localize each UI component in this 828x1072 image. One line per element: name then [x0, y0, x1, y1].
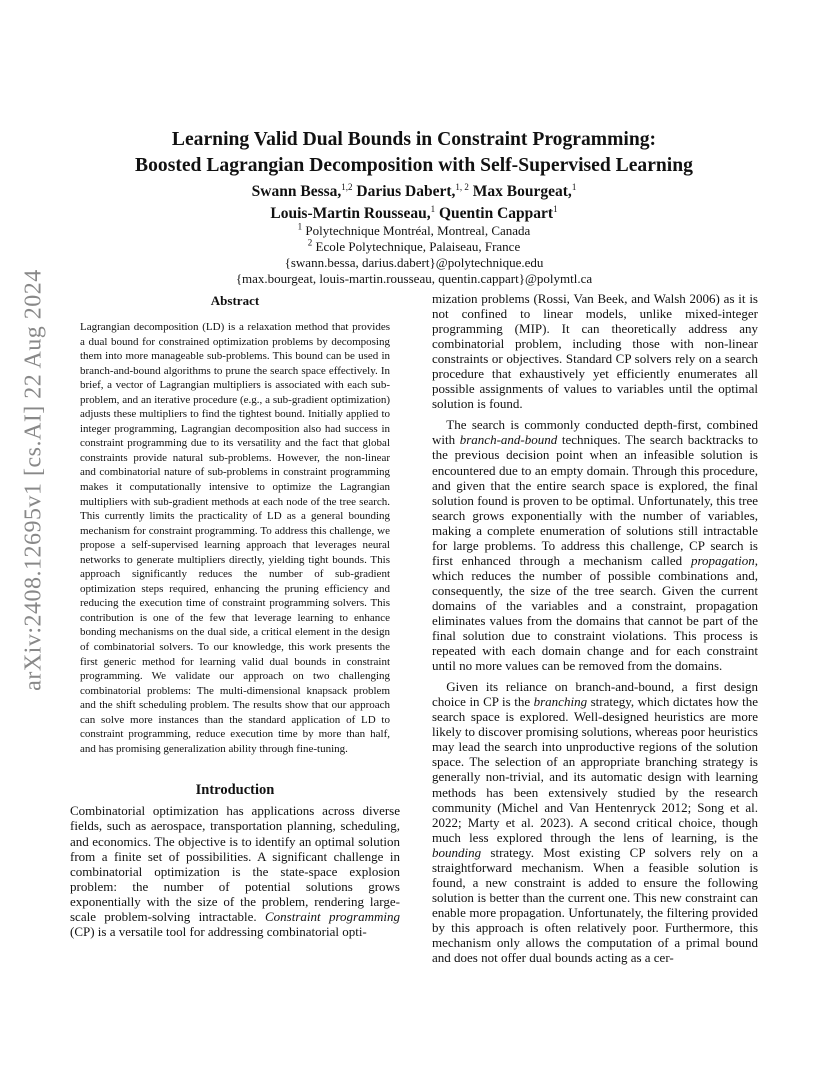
intro-paragraph-2	[432, 417, 758, 673]
affiliation-text: Polytechnique Montréal, Montreal, Canada	[305, 223, 531, 238]
emphasis: propagation	[690, 552, 755, 568]
email-line: {max.bourgeat, louis-martin.rousseau, quentin.cappart}@polymtl.ca	[235, 271, 593, 286]
arxiv-identifier-stamp	[14, 269, 54, 691]
text-run-continued-left: (CP) is a versatile tool for addressing combinatorial opti-	[70, 923, 367, 939]
text-run: The search is commonly conducted depth-first, combined with	[432, 417, 758, 448]
author-line-1	[0, 181, 828, 203]
affiliations	[0, 223, 828, 287]
intro-paragraph-3	[432, 679, 758, 965]
author-name: Swann Bessa,	[251, 183, 342, 200]
text-run: strategy, which dictates how the search space is explored. Well-designed heuristics are more likely to discover promising solutions, whereas poor heuristics may lead the search into unproductive regions of the solution space. The selection of an appropriate branching strategy is generally non-trivial, and its automatic design with learning methods has been extensively studied by the research community (Michel and Van Hentenryck 2012; Song et al. 2022; Marty et al. 2023). A second critical choice, though much less explored through the lens of learning, is the	[432, 694, 758, 845]
abstract-heading: Abstract	[210, 293, 260, 308]
intro-paragraph-1-continued: mization problems (Rossi, Van Beek, and Walsh 2006) as it is not confined to linear models, unlike mixed-integer programming (MIP). It can theoretically address any combinatorial problem, including those with non-linear constraints or objectives. Standard CP solvers rely on a search procedure that exhaustively yet efficiently enumerates all possible assignments of values to variables until the optimal solution is found.	[432, 291, 758, 412]
author-affil-mark: 1	[553, 203, 558, 214]
paper-title	[0, 127, 828, 179]
left-column	[70, 291, 400, 939]
author-name: Louis-Martin Rousseau,	[270, 205, 431, 222]
affiliation-text: Ecole Polytechnique, Palaiseau, France	[315, 239, 521, 254]
author-name: Max Bourgeat,	[472, 183, 572, 200]
affil-mark: 2	[307, 237, 313, 248]
text-run: Given its reliance on branch-and-bound, a first design choice in CP is the	[432, 679, 758, 710]
title-line-1: Learning Valid Dual Bounds in Constraint Programming:	[171, 129, 657, 150]
author-line-2	[0, 203, 828, 225]
text-run: techniques. The search backtracks to the previous decision point when an infeasible solution is encountered due to an empty domain. Through this procedure, and given that the entire search space is explored, the final solution found is proven to be optimal. Unfortunately, this tree search grows exponentially with the number of variables, making a complete enumeration of solutions still intractable for large problems. To address this challenge, CP search is first enhanced through a mechanism called	[432, 432, 758, 568]
affiliation	[0, 223, 828, 239]
author-affil-mark: 1,2	[341, 181, 353, 192]
email-line: {swann.bessa, darius.dabert}@polytechnique.edu	[284, 255, 544, 270]
affiliation	[0, 239, 828, 255]
arxiv-id: arXiv:2408.12695v1 [cs.AI] 22 Aug 2024	[20, 269, 47, 691]
author-name: Darius Dabert,	[356, 183, 456, 200]
emphasis: branch-and-bound	[459, 432, 558, 448]
affil-mark: 1	[297, 221, 303, 232]
emphasis: bounding	[432, 844, 482, 860]
author-affil-mark: 1	[430, 203, 436, 214]
introduction-heading: Introduction	[195, 782, 275, 799]
abstract-text: Lagrangian decomposition (LD) is a relaxation method that provides a dual bound for constrained optimization problems by decomposing them into more manageable sub-problems. This bound can be used in branch-and-bound algorithms to prune the search space effectively. In brief, a vector of Lagrangian multipliers is associated with each sub-problem, and an iterative procedure (e.g., a sub-gradient optimization) adjusts these multipliers to find the tightest bound. Initially applied to integer programming, Lagrangian decomposition also had success in constraint programming due to its versatility and the fact that global constraints provide natural sub-problems. However, the non-linear and combinatorial nature of sub-problems in constraint programming makes it computationally intensive to optimize the Lagrangian multipliers with sub-gradient methods at each node of the tree search. This currently limits the practicality of LD as a general bounding mechanism for constraint programming. To address this challenge, we propose a self-supervised learning approach that leverages neural networks to generate multipliers directly, yielding tight bounds. This approach significantly reduces the number of sub-gradient optimization steps required, enhancing the pruning efficiency and reducing the execution time of constraint programming solvers. This contribution is one of the few that leverage learning to enhance bonding mechanisms on the dual side, a critical element in the design of combinatorial solvers. To our knowledge, this work presents the first generic method for learning valid dual bounds in constraint programming. We validate our approach on two challenging combinatorial problems: The multi-dimensional knapsack problem and the shift scheduling problem. The results show that our approach can solve more instances than the standard application of LD to constraint programming, reduce execution time by more than half, and has promising generalization ability through fine-tuning.	[80, 321, 390, 755]
emphasis: branching	[533, 694, 588, 710]
text-run: strategy. Most existing CP solvers rely on a straightforward mechanism. When a feasible solution is found, a new constraint is added to ensure the following solution is better than the current one. This new constraint can enable more propagation. Unfortunately, the filtering provided by this approach is often relatively poor. Furthermore, this mechanism only allows the computation of a primal bound and does not offer dual bounds acting as a cer-	[432, 844, 758, 966]
author-list	[0, 181, 828, 225]
author-affil-mark: 1, 2	[455, 181, 469, 192]
text-run: , which reduces the number of possible combinations and, consequently, the size of the tree search. Given the current domains of the variables and a constraint, propagation eliminates values from the domains that cannot be part of the final solution due to constraint violations. This process is repeated with each domain change and for each constraint until no more values can be removed from the domains.	[432, 552, 758, 674]
intro-paragraph-1	[70, 803, 400, 938]
right-column	[432, 291, 758, 965]
title-line-2: Boosted Lagrangian Decomposition with Self-Supervised Learning	[135, 155, 693, 176]
emphasis: Constraint programming	[265, 908, 400, 924]
author-name: Quentin Cappart	[438, 205, 554, 222]
text-run: Combinatorial optimization has applications across diverse fields, such as aerospace, transportation planning, scheduling, and economics. The objective is to identify an optimal solution from a finite set of possibilities. A significant challenge in combinatorial optimization is the state-space explosion problem: the number of potential solutions grows exponentially with the size of the problem, rendering large-scale problem-solving intractable.	[70, 803, 400, 924]
author-affil-mark: 1	[571, 181, 577, 192]
